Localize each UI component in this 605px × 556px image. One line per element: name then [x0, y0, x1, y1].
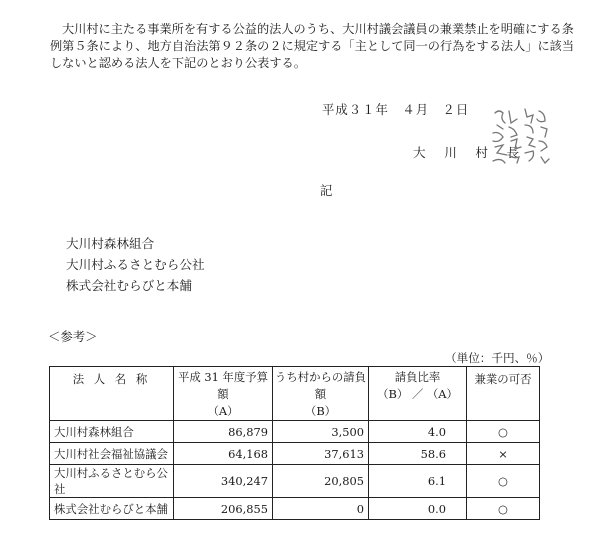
header-contract-label: うち村からの請負額	[274, 370, 367, 401]
header-ratio	[369, 367, 467, 421]
cell-allowed: ○	[467, 421, 540, 443]
cell-contract: 0	[273, 498, 369, 520]
cell-name: 大川村ふるさとむら公社	[50, 465, 174, 498]
cell-name: 大川村社会福祉協議会	[50, 443, 174, 465]
header-contract	[273, 367, 369, 421]
cell-allowed: ×	[467, 443, 540, 465]
reference-table	[49, 366, 540, 520]
cell-name: 株式会社むらびと本舗	[50, 498, 174, 520]
cell-ratio: 4.0	[369, 421, 467, 443]
header-budget-sub: （A）	[207, 404, 239, 418]
cell-allowed: ○	[467, 465, 540, 498]
corporation-item: 株式会社むらびと本舗	[66, 278, 192, 293]
header-budget-label: 平成 31 年度予算額	[177, 370, 269, 401]
cell-ratio: 0.0	[369, 498, 467, 520]
intro-line-1: 大川村に主たる事業所を有する公益的法人のうち、大川村議会議員の兼業禁止を明確にする条	[62, 22, 574, 36]
intro-line-2: 例第５条により、地方自治法第９２条の２に規定する「主として同一の行為をする法人」に該当	[50, 39, 575, 53]
cell-ratio: 58.6	[369, 443, 467, 465]
table-row	[50, 498, 540, 520]
cell-budget: 206,855	[174, 498, 273, 520]
announcement-date: 平成３１年 ４月 ２日	[322, 102, 470, 117]
official-seal-icon	[487, 103, 555, 171]
header-ratio-label: 請負比率	[394, 370, 441, 384]
ki-heading: 記	[320, 183, 333, 198]
unit-note: （単位：千円、％）	[445, 351, 550, 365]
header-budget	[174, 367, 273, 421]
cell-contract: 20,805	[273, 465, 369, 498]
table-header-row	[50, 367, 540, 421]
reference-label: ＜参考＞	[48, 329, 98, 344]
intro-line-3: しないと認める法人を下記のとおり公表する。	[50, 56, 306, 70]
cell-budget: 340,247	[174, 465, 273, 498]
corporation-item: 大川村森林組合	[66, 236, 155, 251]
cell-contract: 3,500	[273, 421, 369, 443]
cell-budget: 86,879	[174, 421, 273, 443]
header-name: 法 人 名 称	[50, 367, 174, 421]
corporation-item: 大川村ふるさとむら公社	[66, 257, 205, 272]
header-contract-sub: （B）	[304, 404, 337, 418]
cell-budget: 64,168	[174, 443, 273, 465]
header-allowed: 兼業の可否	[467, 367, 540, 421]
header-ratio-sub: （B） ／ （A）	[377, 387, 458, 401]
cell-contract: 37,613	[273, 443, 369, 465]
table-row	[50, 443, 540, 465]
table-row	[50, 465, 540, 498]
table-row	[50, 421, 540, 443]
cell-name: 大川村森林組合	[50, 421, 174, 443]
cell-allowed: ○	[467, 498, 540, 520]
intro-paragraph	[50, 21, 585, 72]
cell-ratio: 6.1	[369, 465, 467, 498]
issuer-title: 大 川 村 長	[413, 145, 523, 160]
